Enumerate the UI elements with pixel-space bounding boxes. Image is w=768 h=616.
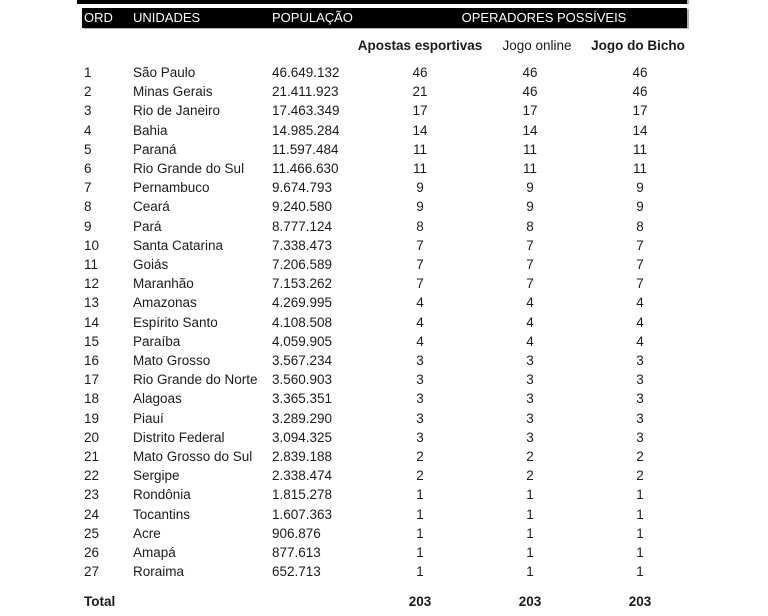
cell-state: Mato Grosso do Sul xyxy=(133,449,253,464)
cell-population: 3.094.325 xyxy=(272,429,333,445)
cell-jogo-online: 46 xyxy=(522,84,538,100)
total-jogo-online: 203 xyxy=(518,594,542,609)
cell-population: 4.059.905 xyxy=(272,333,333,349)
cell-ord: 22 xyxy=(84,468,100,484)
cell-state: Amapá xyxy=(133,545,176,560)
cell-apostas-esportivas: 17 xyxy=(412,103,428,119)
cell-apostas-esportivas: 4 xyxy=(416,295,424,311)
cell-population: 2.338.474 xyxy=(272,468,333,484)
total-label: Total xyxy=(84,594,116,609)
column-header-jogo-do-bicho: Jogo do Bicho xyxy=(591,38,685,53)
cell-ord: 19 xyxy=(84,410,100,426)
table-row xyxy=(0,274,768,293)
cell-ord: 7 xyxy=(84,180,92,196)
column-header-unidades: UNIDADES xyxy=(133,10,201,25)
cell-ord: 8 xyxy=(84,199,92,215)
cell-apostas-esportivas: 7 xyxy=(416,257,424,272)
cell-apostas-esportivas: 7 xyxy=(416,237,424,253)
cell-jogo-do-bicho: 1 xyxy=(636,525,644,541)
cell-jogo-online: 3 xyxy=(526,372,534,388)
cell-jogo-do-bicho: 9 xyxy=(636,199,644,215)
table-row xyxy=(0,524,768,543)
table-row xyxy=(0,63,768,82)
cell-ord: 21 xyxy=(84,449,100,464)
cell-population: 1.815.278 xyxy=(272,487,333,503)
cell-jogo-online: 14 xyxy=(522,122,538,138)
cell-apostas-esportivas: 4 xyxy=(416,314,424,330)
cell-jogo-online: 4 xyxy=(526,295,534,311)
cell-ord: 6 xyxy=(84,161,92,176)
cell-apostas-esportivas: 4 xyxy=(416,333,424,349)
cell-population: 46.649.132 xyxy=(272,65,340,80)
cell-state: Maranhão xyxy=(133,276,194,292)
cell-apostas-esportivas: 3 xyxy=(416,372,424,388)
cell-jogo-do-bicho: 1 xyxy=(636,487,644,503)
cell-population: 3.289.290 xyxy=(272,410,333,426)
cell-state: Minas Gerais xyxy=(133,84,213,100)
cell-ord: 23 xyxy=(84,487,100,503)
cell-jogo-do-bicho: 4 xyxy=(636,295,644,311)
cell-jogo-online: 7 xyxy=(526,237,534,253)
cell-ord: 4 xyxy=(84,122,92,138)
cell-population: 7.206.589 xyxy=(272,257,333,272)
table-row xyxy=(0,485,768,504)
cell-population: 4.269.995 xyxy=(272,295,333,311)
cell-apostas-esportivas: 14 xyxy=(412,122,428,138)
cell-jogo-online: 11 xyxy=(522,161,537,176)
cell-apostas-esportivas: 2 xyxy=(416,449,424,464)
cell-jogo-do-bicho: 1 xyxy=(636,564,644,580)
cell-apostas-esportivas: 3 xyxy=(416,391,424,407)
table-row xyxy=(0,82,768,101)
table-row xyxy=(0,178,768,197)
cell-ord: 27 xyxy=(84,564,100,580)
cell-ord: 16 xyxy=(84,353,100,368)
cell-apostas-esportivas: 1 xyxy=(416,564,424,580)
cell-ord: 13 xyxy=(84,295,100,311)
cell-population: 3.365.351 xyxy=(272,391,333,407)
cell-apostas-esportivas: 1 xyxy=(416,487,424,503)
cell-jogo-do-bicho: 11 xyxy=(632,141,647,157)
cell-state: Piauí xyxy=(133,410,164,426)
cell-jogo-online: 9 xyxy=(526,180,534,196)
cell-state: Pará xyxy=(133,218,162,234)
cell-apostas-esportivas: 3 xyxy=(416,410,424,426)
cell-apostas-esportivas: 46 xyxy=(412,65,428,80)
total-row xyxy=(0,592,768,612)
table-row xyxy=(0,562,768,581)
cell-ord: 9 xyxy=(84,218,92,234)
cell-jogo-online: 4 xyxy=(526,333,534,349)
cell-ord: 1 xyxy=(84,65,92,80)
cell-jogo-online: 4 xyxy=(526,314,534,330)
cell-jogo-do-bicho: 3 xyxy=(636,372,644,388)
cell-ord: 5 xyxy=(84,141,92,157)
cell-population: 2.839.188 xyxy=(272,449,333,464)
cell-jogo-online: 2 xyxy=(526,468,534,484)
cell-population: 9.674.793 xyxy=(272,180,333,196)
cell-state: Goiás xyxy=(133,257,169,272)
cell-jogo-online: 3 xyxy=(526,353,534,368)
cell-population: 1.607.363 xyxy=(272,506,333,522)
cell-state: Rio Grande do Sul xyxy=(133,161,245,176)
cell-state: São Paulo xyxy=(133,65,196,80)
cell-population: 3.560.903 xyxy=(272,372,333,388)
table-row xyxy=(0,197,768,216)
column-header-jogo-online: Jogo online xyxy=(502,38,572,53)
cell-population: 11.466.630 xyxy=(272,161,339,176)
cell-state: Tocantins xyxy=(133,506,191,522)
cell-jogo-do-bicho: 46 xyxy=(632,65,648,80)
table-row xyxy=(0,217,768,236)
cell-population: 7.153.262 xyxy=(272,276,333,292)
cell-apostas-esportivas: 11 xyxy=(412,141,427,157)
cropped-top-bar xyxy=(77,0,687,4)
cell-population: 652.713 xyxy=(272,564,321,580)
total-jogo-bicho: 203 xyxy=(628,594,652,609)
cell-state: Distrito Federal xyxy=(133,429,225,445)
table-row xyxy=(0,543,768,562)
table-row xyxy=(0,236,768,255)
cell-state: Espírito Santo xyxy=(133,314,218,330)
cell-population: 4.108.508 xyxy=(272,314,333,330)
cell-state: Ceará xyxy=(133,199,170,215)
cell-state: Paraíba xyxy=(133,333,181,349)
cell-jogo-online: 11 xyxy=(522,141,537,157)
cell-population: 11.597.484 xyxy=(272,141,339,157)
cell-ord: 3 xyxy=(84,103,92,119)
table-row xyxy=(0,505,768,524)
table-row xyxy=(0,351,768,370)
cell-jogo-online: 8 xyxy=(526,218,534,234)
cell-jogo-do-bicho: 7 xyxy=(636,237,644,253)
cell-jogo-online: 3 xyxy=(526,391,534,407)
cell-jogo-do-bicho: 3 xyxy=(636,391,644,407)
table-row xyxy=(0,293,768,312)
cell-ord: 14 xyxy=(84,314,100,330)
cell-jogo-do-bicho: 9 xyxy=(636,180,644,196)
cell-state: Acre xyxy=(133,525,161,541)
cell-population: 17.463.349 xyxy=(272,103,340,119)
table-row xyxy=(0,101,768,120)
cell-jogo-do-bicho: 1 xyxy=(636,506,644,522)
cell-jogo-do-bicho: 14 xyxy=(632,122,648,138)
cell-population: 14.985.284 xyxy=(272,122,340,138)
cell-state: Roraima xyxy=(133,564,185,580)
cell-jogo-do-bicho: 7 xyxy=(636,257,644,272)
table-row xyxy=(0,313,768,332)
cell-ord: 11 xyxy=(84,257,99,272)
table-row xyxy=(0,255,768,274)
cell-jogo-online: 17 xyxy=(522,103,538,119)
table-row xyxy=(0,409,768,428)
cell-ord: 12 xyxy=(84,276,100,292)
cell-apostas-esportivas: 9 xyxy=(416,180,424,196)
cell-population: 21.411.923 xyxy=(272,84,339,100)
cell-ord: 15 xyxy=(84,333,100,349)
cell-state: Sergipe xyxy=(133,468,180,484)
cell-jogo-online: 1 xyxy=(526,564,534,580)
cell-apostas-esportivas: 1 xyxy=(416,545,424,560)
cell-jogo-do-bicho: 1 xyxy=(636,545,644,560)
cell-ord: 18 xyxy=(84,391,100,407)
table-header-bar xyxy=(82,8,687,28)
cell-apostas-esportivas: 2 xyxy=(416,468,424,484)
cell-jogo-online: 46 xyxy=(522,65,538,80)
cell-apostas-esportivas: 1 xyxy=(416,525,424,541)
cell-jogo-online: 9 xyxy=(526,199,534,215)
operator-subheader-row xyxy=(0,36,768,56)
table-row xyxy=(0,466,768,485)
cell-state: Pernambuco xyxy=(133,180,210,196)
cell-apostas-esportivas: 9 xyxy=(416,199,424,215)
column-header-populacao: POPULAÇÃO xyxy=(272,10,353,25)
table-row xyxy=(0,370,768,389)
cell-population: 7.338.473 xyxy=(272,237,333,253)
cell-jogo-do-bicho: 4 xyxy=(636,333,644,349)
table-row xyxy=(0,140,768,159)
cell-apostas-esportivas: 7 xyxy=(416,276,424,292)
table-row xyxy=(0,332,768,351)
cell-apostas-esportivas: 21 xyxy=(412,84,428,100)
cell-state: Paraná xyxy=(133,141,177,157)
cell-jogo-do-bicho: 17 xyxy=(632,103,648,119)
cell-jogo-do-bicho: 2 xyxy=(636,468,644,484)
cell-ord: 10 xyxy=(84,237,100,253)
cell-state: Rio Grande do Norte xyxy=(133,372,258,388)
cell-jogo-online: 1 xyxy=(526,487,534,503)
cell-jogo-do-bicho: 11 xyxy=(632,161,647,176)
table-row xyxy=(0,428,768,447)
cell-jogo-do-bicho: 2 xyxy=(636,449,644,464)
cell-jogo-do-bicho: 4 xyxy=(636,314,644,330)
table-row xyxy=(0,389,768,408)
cell-jogo-online: 1 xyxy=(526,506,534,522)
cell-jogo-do-bicho: 3 xyxy=(636,353,644,368)
cell-population: 8.777.124 xyxy=(272,218,333,234)
cell-ord: 2 xyxy=(84,84,92,100)
cell-state: Mato Grosso xyxy=(133,353,211,368)
cell-apostas-esportivas: 3 xyxy=(416,429,424,445)
cell-population: 877.613 xyxy=(272,545,321,560)
cell-apostas-esportivas: 8 xyxy=(416,218,424,234)
cell-jogo-do-bicho: 46 xyxy=(632,84,648,100)
cell-state: Rio de Janeiro xyxy=(133,103,221,119)
table-row xyxy=(0,159,768,178)
cell-jogo-online: 3 xyxy=(526,410,534,426)
cell-jogo-online: 7 xyxy=(526,276,534,292)
cell-population: 906.876 xyxy=(272,525,321,541)
cell-ord: 25 xyxy=(84,525,100,541)
cell-jogo-do-bicho: 8 xyxy=(636,218,644,234)
cell-jogo-do-bicho: 3 xyxy=(636,410,644,426)
cell-apostas-esportivas: 1 xyxy=(416,506,424,522)
cell-jogo-online: 2 xyxy=(526,449,534,464)
cell-jogo-do-bicho: 7 xyxy=(636,276,644,292)
table-row xyxy=(0,121,768,140)
cell-jogo-do-bicho: 3 xyxy=(636,429,644,445)
cell-population: 9.240.580 xyxy=(272,199,333,215)
cell-jogo-online: 1 xyxy=(526,545,534,560)
column-header-ord: ORD xyxy=(84,10,113,25)
cell-state: Amazonas xyxy=(133,295,197,311)
total-apostas: 203 xyxy=(408,594,432,609)
cell-ord: 20 xyxy=(84,429,100,445)
cell-ord: 26 xyxy=(84,545,100,560)
cell-jogo-online: 7 xyxy=(526,257,534,272)
cell-state: Rondônia xyxy=(133,487,191,503)
table-row xyxy=(0,447,768,466)
cell-ord: 24 xyxy=(84,506,100,522)
cell-state: Alagoas xyxy=(133,391,182,407)
column-header-apostas-esportivas: Apostas esportivas xyxy=(357,38,483,53)
cell-apostas-esportivas: 11 xyxy=(412,161,427,176)
cell-apostas-esportivas: 3 xyxy=(416,353,424,368)
cell-ord: 17 xyxy=(84,372,100,388)
cell-jogo-online: 1 xyxy=(526,525,534,541)
cell-population: 3.567.234 xyxy=(272,353,333,368)
cell-state: Bahia xyxy=(133,122,168,138)
column-header-operadores-possiveis: OPERADORES POSSÍVEIS xyxy=(461,10,627,25)
cell-state: Santa Catarina xyxy=(133,237,224,253)
cell-jogo-online: 3 xyxy=(526,429,534,445)
